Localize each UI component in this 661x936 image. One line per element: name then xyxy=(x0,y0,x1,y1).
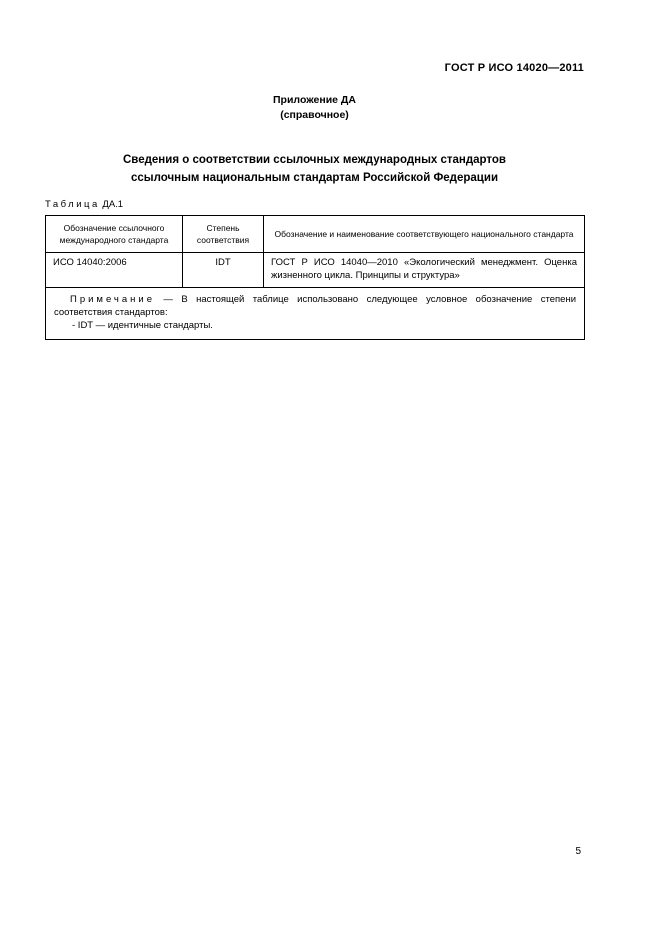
annex-heading xyxy=(45,93,584,123)
document-header: ГОСТ Р ИСО 14020—2011 xyxy=(444,62,584,74)
column-header-degree: Степень соответствия xyxy=(183,216,264,253)
note-label: Примечание xyxy=(70,294,155,305)
section-title-line1: Сведения о соответствии ссылочных международных стандартов xyxy=(122,154,506,166)
table-header-row xyxy=(46,216,585,253)
table-row xyxy=(46,253,585,288)
section-title xyxy=(45,152,584,187)
note-text xyxy=(54,293,576,319)
table-note-row xyxy=(46,288,585,340)
column-header-national-standard: Обозначение и наименование соответствующего национального стандарта xyxy=(264,216,585,253)
annex-title: Приложение ДА xyxy=(273,94,356,106)
note-cell xyxy=(46,288,585,340)
annex-subtitle: (справочное) xyxy=(280,109,349,121)
cell-national-standard: ГОСТ Р ИСО 14040—2010 «Экологический менеджмент. Оценка жизненного цикла. Принципы и структура» xyxy=(264,253,585,288)
note-item-idt: - IDT — идентичные стандарты. xyxy=(72,320,213,331)
table-caption-word: Таблица xyxy=(45,199,100,210)
page-number: 5 xyxy=(575,846,581,857)
cell-reference-standard: ИСО 14040:2006 xyxy=(46,253,183,288)
table-caption-number: ДА.1 xyxy=(102,199,124,210)
column-header-reference-standard: Обозначение ссылочного международного стандарта xyxy=(46,216,183,253)
section-title-line2: ссылочным национальным стандартам Российской Федерации xyxy=(130,171,499,184)
table-caption xyxy=(45,199,584,210)
note-body: — В настоящей таблице использовано следующее условное обозначение степени соответствия стандартов: xyxy=(54,294,576,318)
cell-degree: IDT xyxy=(183,253,264,288)
standards-correspondence-table xyxy=(45,215,585,340)
